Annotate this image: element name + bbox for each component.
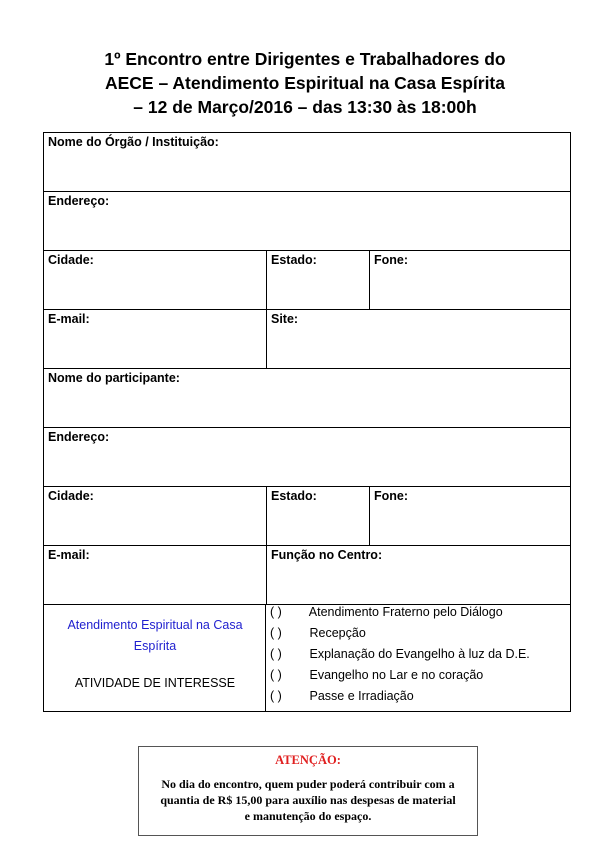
activity-subtitle: ATIVIDADE DE INTERESSE — [74, 676, 236, 690]
checkbox-blank[interactable]: ( ) — [270, 647, 282, 661]
field-email-part-label: E-mail: — [48, 548, 90, 562]
field-email-org[interactable] — [44, 310, 267, 369]
field-site[interactable] — [267, 310, 570, 369]
field-endereco-org-label: Endereço: — [48, 194, 110, 208]
notice-line-2: quantia de R$ 15,00 para auxílio nas despesas de material — [160, 793, 456, 807]
activity-section-label — [44, 605, 266, 711]
activity-title — [44, 615, 266, 657]
field-orgao-label: Nome do Órgão / Instituição: — [48, 135, 219, 149]
field-fone-part-label: Fone: — [374, 489, 409, 503]
field-cidade-org[interactable] — [44, 251, 267, 310]
field-cidade-part-label: Cidade: — [48, 489, 94, 503]
field-funcao-label: Função no Centro: — [271, 548, 383, 562]
title-line-3: – 12 de Março/2016 – das 13:30 às 18:00h — [133, 97, 477, 117]
option-label: Atendimento Fraterno pelo Diálogo — [308, 605, 503, 619]
notice-box — [138, 746, 478, 836]
option-evangelho-no-lar[interactable] — [270, 668, 483, 682]
option-label: Recepção — [309, 626, 366, 640]
checkbox-blank[interactable]: ( ) — [270, 689, 282, 703]
option-explanacao-evangelho[interactable] — [270, 647, 530, 661]
title-line-1: 1º Encontro entre Dirigentes e Trabalhadores do — [104, 49, 506, 69]
field-fone-part[interactable] — [370, 487, 570, 546]
field-estado-part-label: Estado: — [271, 489, 317, 503]
checkbox-blank[interactable]: ( ) — [270, 626, 282, 640]
activity-title-line-2: Espírita — [133, 639, 177, 653]
field-fone-org-label: Fone: — [374, 253, 409, 267]
option-label: Explanação do Evangelho à luz da D.E. — [309, 647, 530, 661]
notice-title: ATENÇÃO: — [275, 753, 341, 767]
title-line-2: AECE – Atendimento Espiritual na Casa Espírita — [104, 73, 505, 93]
field-estado-org[interactable] — [267, 251, 370, 310]
option-label: Passe e Irradiação — [309, 689, 414, 703]
field-participante-label: Nome do participante: — [48, 371, 180, 385]
option-passe-irradiacao[interactable] — [270, 689, 414, 703]
field-site-label: Site: — [271, 312, 299, 326]
field-email-org-label: E-mail: — [48, 312, 90, 326]
checkbox-blank[interactable]: ( ) — [270, 605, 282, 619]
field-participante[interactable] — [44, 369, 570, 428]
field-estado-part[interactable] — [267, 487, 370, 546]
field-endereco-part[interactable] — [44, 428, 570, 487]
notice-line-1: No dia do encontro, quem puder poderá contribuir com a — [161, 777, 455, 791]
option-label: Evangelho no Lar e no coração — [309, 668, 484, 682]
field-endereco-part-label: Endereço: — [48, 430, 110, 444]
field-email-part[interactable] — [44, 546, 267, 605]
notice-body — [139, 776, 477, 824]
field-estado-org-label: Estado: — [271, 253, 317, 267]
field-funcao[interactable] — [267, 546, 570, 605]
field-orgao[interactable] — [44, 133, 570, 192]
field-endereco-org[interactable] — [44, 192, 570, 251]
activity-title-line-1: Atendimento Espiritual na Casa — [67, 618, 243, 632]
checkbox-blank[interactable]: ( ) — [270, 668, 282, 682]
field-fone-org[interactable] — [370, 251, 570, 310]
field-cidade-part[interactable] — [44, 487, 267, 546]
notice-line-3: e manutenção do espaço. — [244, 809, 372, 823]
field-cidade-org-label: Cidade: — [48, 253, 94, 267]
option-recepcao[interactable] — [270, 626, 366, 640]
page-title — [20, 47, 590, 119]
registration-form — [43, 132, 571, 712]
option-atendimento-fraterno[interactable] — [270, 605, 503, 619]
